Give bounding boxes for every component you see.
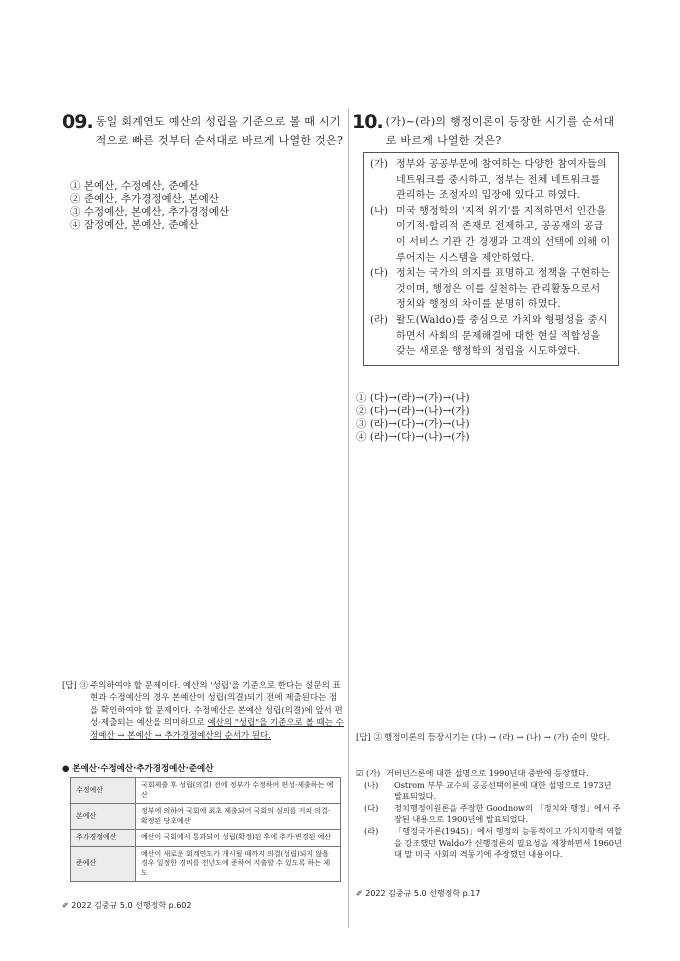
question-10-choices	[356, 392, 470, 444]
passage-item-label: (가)	[370, 159, 389, 170]
table-cell-desc: 예산이 국회에서 통과되어 성립(확정)된 후에 추가·변경된 예산	[136, 830, 341, 847]
choice-1[interactable]: ① 본예산, 수정예산, 준예산	[70, 180, 199, 192]
explanation-text: Ostrom 부부 교수의 공공선택이론에 대한 설명으로 1973년 발표되었다.	[394, 779, 612, 802]
question-10-reference: ✐ 2022 김중규 5.0 선행정학 p.17	[356, 889, 481, 898]
passage-item	[370, 157, 612, 204]
question-9-choices	[70, 180, 229, 232]
column-divider	[348, 108, 349, 928]
explanation-label: (나)	[364, 779, 379, 790]
passage-item-text: 정부와 공공부문에 참여하는 다양한 참여자들의 네트워크를 중시하고, 정부는 전체 네트워크를 관리하는 조정자의 입장에 있다고 하였다.	[396, 159, 607, 202]
question-10-passage-box	[363, 152, 619, 366]
passage-item-text: 왈도(Waldo)를 중심으로 가치와 형평성을 중시하면서 사회의 문제해결에 대한 현실 적합성을 갖는 새로운 행정학의 정립을 시도하였다.	[396, 314, 608, 358]
passage-item-label: (라)	[370, 314, 389, 326]
question-9-answer	[62, 680, 344, 742]
table-title: ● 본예산·수정예산·추가경정예산·준예산	[62, 764, 214, 774]
passage-item	[370, 313, 612, 360]
table-cell-desc: 정부에 의하여 국회에 최초 제출되어 국회의 심의를 거쳐 의결·확정된 당초예산	[136, 804, 341, 830]
question-10-text: (가)~(라)의 행정이론이 등장한 시기를 순서대로 바르게 나열한 것은?	[385, 115, 615, 147]
explanation-text: 정치행정이원론을 주장한 Goodnow의 「정치와 행정」에서 주장된 내용으로 1900년에 발표되었다.	[394, 802, 621, 825]
answer-text: 행정이론의 등장시기는 (다) → (라) → (나) → (가) 순이 맞다.	[384, 733, 610, 743]
passage-item-label: (나)	[370, 205, 389, 217]
passage-item	[370, 266, 612, 313]
answer-mark: ②	[373, 733, 383, 743]
answer-label: [답]	[62, 681, 77, 691]
table-cell-kind: 수정예산	[71, 778, 136, 804]
choice-2[interactable]: ② (다)→(라)→(나)→(가)	[356, 405, 470, 417]
explanation-item	[356, 768, 622, 780]
table-cell-desc: 예산이 새로운 회계연도가 개시될 때까지 의결(성립)되지 않을 경우 일정한 경비를 전년도에 준하여 지출할 수 있도록 하는 제도	[136, 846, 341, 882]
question-9-reference: ✐ 2022 김중규 5.0 선행정학 p.602	[62, 901, 192, 910]
question-9-number: 09.	[62, 111, 93, 133]
budget-table	[70, 777, 341, 882]
explanation-label: (라)	[364, 825, 379, 836]
passage-item-text: 미국 행정학의 '지적 위기'를 지적하면서 인간을 이기적·합리적 존재로 전제하고, 공공재의 공급이 서비스 기관 간 경쟁과 고객의 선택에 의해 이루어지는 시스템을 제안하였다.	[396, 205, 611, 264]
table-cell-kind: 추가경정예산	[71, 830, 136, 847]
answer-label: [답]	[356, 733, 371, 743]
table-cell-kind: 본예산	[71, 804, 136, 830]
explanation-label: (다)	[364, 802, 379, 813]
answer-underlined-text: 예산의 "성립"을 기준으로 볼 때는 수정예산 → 본예산 → 추가경정예산의 순서가 된다.	[90, 718, 344, 741]
answer-mark: ③	[79, 681, 89, 691]
passage-item-text: 정치는 국가의 의지를 표명하고 정책을 구현하는 것이며, 행정은 이를 실천하는 관리활동으로서 정치와 행정의 차이를 분명히 하였다.	[396, 268, 611, 311]
explanation-text: 거버넌스론에 대한 설명으로 1990년대 중반에 등장했다.	[386, 768, 589, 778]
question-10-header	[352, 112, 622, 150]
choice-3[interactable]: ③ (라)→(다)→(가)→(나)	[356, 418, 470, 430]
question-10-number: 10.	[352, 111, 383, 133]
explanation-item	[356, 826, 622, 861]
table-row	[71, 778, 341, 804]
choice-2[interactable]: ② 준예산, 추가경정예산, 본예산	[70, 193, 219, 205]
answer-text: 주의하여야 할 문제이다. 예산의 '성립'을 기준으로 한다는 설문의 표현과 수정예산의 경우 본예산이 성립(의결)되기 전에 제출된다는 점을 확인하여야 할 문제이다. 수정예산은 본예산 성립(의결)에 앞서 편성·제출되는 예산을 의미하므로	[90, 681, 343, 729]
choice-1[interactable]: ① (다)→(라)→(가)→(나)	[356, 392, 470, 404]
table-row	[71, 846, 341, 882]
table-row	[71, 804, 341, 830]
passage-item	[370, 204, 612, 266]
choice-4[interactable]: ④ (라)→(다)→(나)→(가)	[356, 431, 470, 443]
question-10-explanations	[356, 768, 622, 861]
choice-3[interactable]: ③ 수정예산, 본예산, 추가경정예산	[70, 206, 230, 218]
question-9-header	[62, 112, 344, 150]
explanation-item	[356, 803, 622, 826]
explanation-item	[356, 780, 622, 803]
choice-4[interactable]: ④ 잠정예산, 본예산, 준예산	[70, 219, 199, 231]
table-row	[71, 830, 341, 847]
question-10-answer	[356, 732, 622, 744]
explanation-text: 「행정국가론(1945)」에서 행정의 능동적이고 가치지향적 역할을 강조했던 Waldo가 신행정론의 필요성을 제창하면서 1960년대 말 미국 사회의 격동기에 주장했던 내용이다.	[394, 825, 623, 860]
explanation-label: ☑ (가)	[356, 768, 381, 778]
table-cell-desc: 국회제출 후 성립(의결) 전에 정부가 수정하여 편성·제출하는 예산	[136, 778, 341, 804]
passage-item-label: (다)	[370, 268, 389, 280]
table-cell-kind: 준예산	[71, 846, 136, 882]
question-9-text: 동일 회계연도 예산의 성립을 기준으로 볼 때 시기적으로 빠른 것부터 순서대로 바르게 나열한 것은?	[95, 115, 344, 147]
